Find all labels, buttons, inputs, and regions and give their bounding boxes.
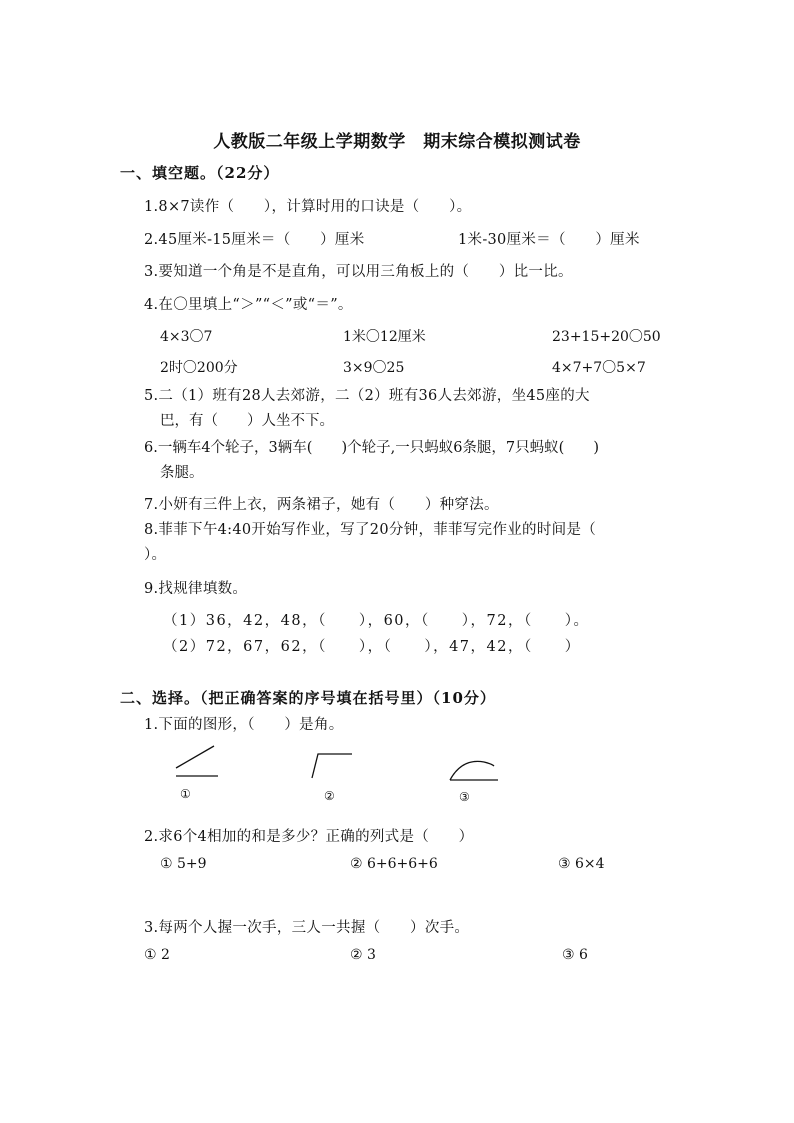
compare-item: 4×7+7〇5×7 <box>552 360 646 376</box>
question-1-5-line1: 5.二（1）班有28人去郊游，二（2）班有36人去郊游，坐45座的大 <box>144 388 590 404</box>
page-title: 人教版二年级上学期数学 期末综合模拟测试卷 <box>213 132 581 152</box>
option-2-3-a: ① 2 <box>144 947 170 963</box>
question-2-2: 2.求6个4相加的和是多少？正确的列式是（ ） <box>144 829 474 845</box>
compare-item: 1米〇12厘米 <box>343 329 426 345</box>
option-2-3-b: ② 3 <box>350 947 376 963</box>
question-1-3: 3.要知道一个角是不是直角，可以用三角板上的（ ）比一比。 <box>144 264 573 280</box>
question-1-6-line2: 条腿。 <box>160 465 204 481</box>
figure-angle-1 <box>170 742 222 782</box>
question-2-3: 3.每两个人握一次手，三人一共握（ ）次手。 <box>144 920 470 936</box>
figure-label-2: ② <box>324 789 335 803</box>
compare-item: 4×3〇7 <box>160 329 213 345</box>
question-2-1: 1.下面的图形，（ ）是角。 <box>144 717 344 733</box>
question-1-8-line1: 8.菲菲下午4:40开始写作业，写了20分钟，菲菲写完作业的时间是（ <box>144 522 597 538</box>
question-1-6-line1: 6.一辆车4个轮子，3辆车( )个轮子,一只蚂蚁6条腿，7只蚂蚁( ) <box>144 440 599 456</box>
section-2-heading: 二、选择。（把正确答案的序号填在括号里）（10分） <box>120 689 496 707</box>
option-2-2-b: ② 6+6+6+6 <box>350 856 438 872</box>
option-2-3-c: ③ 6 <box>562 947 588 963</box>
question-1-5-line2: 巴，有（ ）人坐不下。 <box>160 413 334 429</box>
compare-item: 23+15+20〇50 <box>552 329 661 345</box>
compare-item: 2时〇200分 <box>160 360 238 376</box>
option-2-2-a: ① 5+9 <box>160 856 207 872</box>
question-1-7: 7.小妍有三件上衣，两条裙子，她有（ ）种穿法。 <box>144 497 499 513</box>
question-1-9: 9.找规律填数。 <box>144 581 248 597</box>
figure-label-1: ① <box>180 787 191 801</box>
question-1-2b: 1米-30厘米＝（ ）厘米 <box>458 232 640 248</box>
question-1-4: 4.在〇里填上“＞”“＜”或“＝”。 <box>144 297 353 313</box>
question-1-2a: 2.45厘米-15厘米＝（ ）厘米 <box>144 232 365 248</box>
section-1-heading: 一、填空题。（22分） <box>120 164 280 182</box>
question-1-9-2: （2）72，67，62，（ ），（ ），47，42，（ ） <box>163 639 581 655</box>
compare-item: 3×9〇25 <box>343 360 405 376</box>
figure-arc-3 <box>444 754 504 786</box>
figure-label-3: ③ <box>459 790 470 804</box>
figure-angle-2 <box>306 748 358 784</box>
question-1-8-line2: ）。 <box>144 547 167 563</box>
option-2-2-c: ③ 6×4 <box>558 856 605 872</box>
question-1-9-1: （1）36，42，48，（ ），60，（ ），72，（ ）。 <box>163 613 590 629</box>
question-1-1: 1.8×7读作（ ），计算时用的口诀是（ ）。 <box>144 199 472 215</box>
